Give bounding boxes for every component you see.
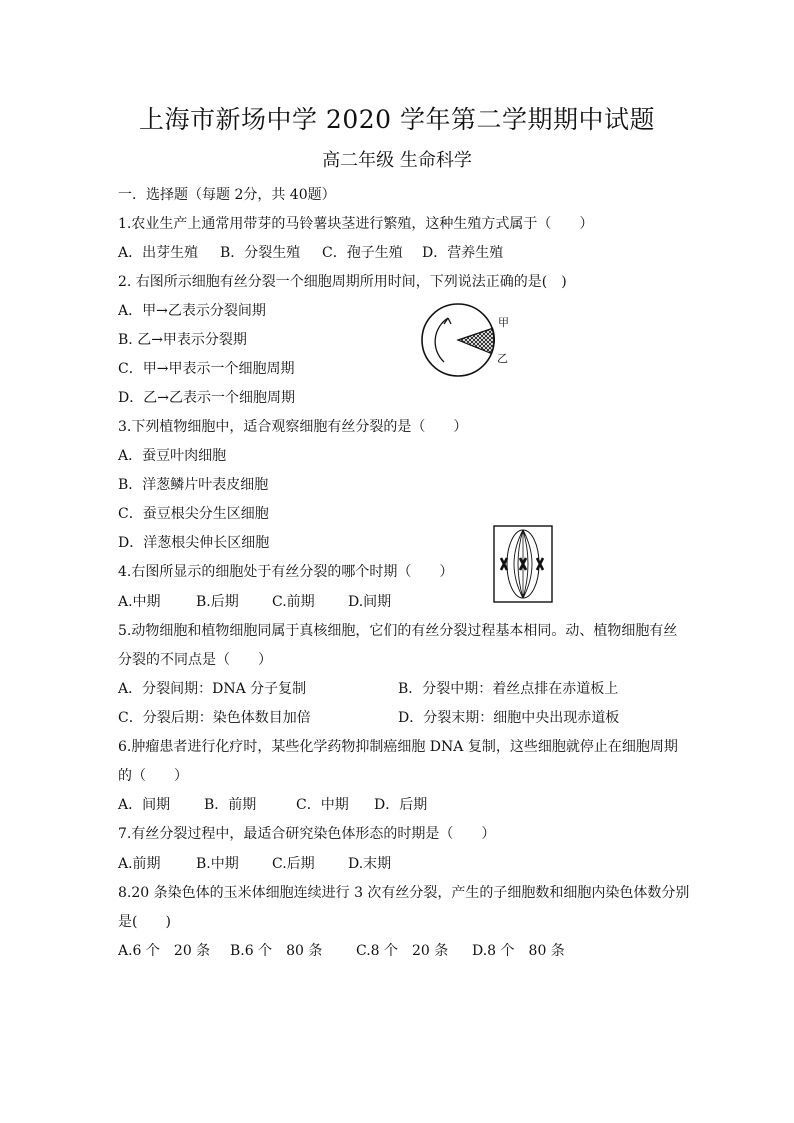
question-3-option-c: C．蚕豆根尖分生区细胞	[118, 506, 269, 522]
page-subtitle: 高二年级 生命科学	[322, 150, 472, 171]
question-6-option-b: B．前期	[204, 797, 257, 813]
question-6-options	[118, 795, 427, 815]
question-6-option-a: A．间期	[118, 797, 171, 813]
question-7-options	[118, 854, 391, 874]
question-1-option-c: C．孢子生殖	[322, 245, 403, 261]
question-8-option-d: D.8 个 80 条	[472, 943, 565, 959]
mitosis-cell-diagram	[493, 525, 553, 603]
question-4-stem: 4.右图所显示的细胞处于有丝分裂的哪个时期（ ）	[118, 564, 454, 580]
question-5-option-c: C．分裂后期：染色体数目加倍	[118, 710, 311, 726]
question-6-stem-line-2: 的（ ）	[118, 768, 188, 784]
question-7-option-c: C.后期	[272, 856, 315, 872]
question-8-stem-line-1: 8.20 条染色体的玉米体细胞连续进行 3 次有丝分裂，产生的子细胞数和细胞内染色体数分别	[118, 885, 690, 901]
cycle-direction-arrow	[435, 318, 448, 362]
question-3-option-d: D．洋葱根尖伸长区细胞	[118, 535, 270, 551]
page-title: 上海市新场中学 2020 学年第二学期期中试题	[138, 105, 656, 134]
question-6-option-c: C．中期	[296, 797, 349, 813]
question-5-stem-line-2: 分裂的不同点是（ ）	[118, 652, 272, 668]
question-3-stem: 3.下列植物细胞中，适合观察细胞有丝分裂的是（ ）	[118, 419, 468, 435]
label-yi: 乙	[497, 352, 508, 365]
question-1-option-a: A．出芽生殖	[118, 245, 199, 261]
question-6-option-d: D．后期	[374, 797, 428, 813]
chromosome-right	[537, 558, 543, 570]
question-7-stem: 7.有丝分裂过程中，最适合研究染色体形态的时期是（ ）	[118, 826, 496, 842]
question-1-options	[118, 243, 503, 263]
question-7-option-a: A.前期	[118, 856, 161, 872]
question-5-option-a: A．分裂间期：DNA 分子复制	[118, 681, 307, 697]
question-5-option-b: B．分裂中期：着丝点排在赤道板上	[398, 681, 619, 697]
question-4-option-d: D.间期	[348, 594, 392, 610]
cell-cycle-diagram	[418, 300, 518, 380]
question-3-option-a: A．蚕豆叶肉细胞	[118, 448, 227, 464]
question-2-option-a: A．甲→乙表示分裂间期	[118, 303, 266, 319]
question-2-option-b: B. 乙→甲表示分裂期	[118, 332, 247, 348]
question-5-option-d: D．分裂末期：细胞中央出现赤道板	[398, 710, 620, 726]
question-2-option-c: C．甲→甲表示一个细胞周期	[118, 361, 295, 377]
question-8-option-c: C.8 个 20 条	[356, 943, 449, 959]
question-2-option-d: D．乙→乙表示一个细胞周期	[118, 390, 295, 406]
arrow-head	[444, 318, 451, 324]
question-4-option-b: B.后期	[196, 594, 239, 610]
question-1-option-d: D．营养生殖	[422, 245, 504, 261]
question-1-stem: 1.农业生产上通常用带芽的马铃薯块茎进行繁殖，这种生殖方式属于（ ）	[118, 216, 594, 232]
question-5-stem-line-1: 5.动物细胞和植物细胞同属于真核细胞，它们的有丝分裂过程基本相同。动、植物细胞有丝	[118, 623, 678, 639]
division-phase-sector	[458, 328, 494, 353]
question-1-option-b: B．分裂生殖	[220, 245, 301, 261]
question-7-option-b: B.中期	[196, 856, 239, 872]
question-4-options	[118, 592, 391, 612]
question-7-option-d: D.末期	[348, 856, 392, 872]
question-6-stem-line-1: 6.肿瘤患者进行化疗时，某些化学药物抑制癌细胞 DNA 复制，这些细胞就停止在细胞周期	[118, 739, 678, 755]
question-8-stem-line-2: 是( )	[118, 914, 171, 930]
chromosome-left	[501, 558, 507, 570]
question-8-option-b: B.6 个 80 条	[230, 943, 323, 959]
question-2-stem: 2. 右图所示细胞有丝分裂一个细胞周期所用时间，下列说法正确的是( )	[118, 274, 567, 290]
question-3-option-b: B．洋葱鳞片叶表皮细胞	[118, 477, 269, 493]
question-8-options	[118, 941, 565, 961]
question-8-option-a: A.6 个 20 条	[118, 943, 211, 959]
section-heading: 一．选择题（每题 2分，共 40题）	[118, 187, 336, 203]
question-4-option-c: C.前期	[272, 594, 315, 610]
label-jia: 甲	[498, 316, 509, 329]
question-4-option-a: A.中期	[118, 594, 161, 610]
